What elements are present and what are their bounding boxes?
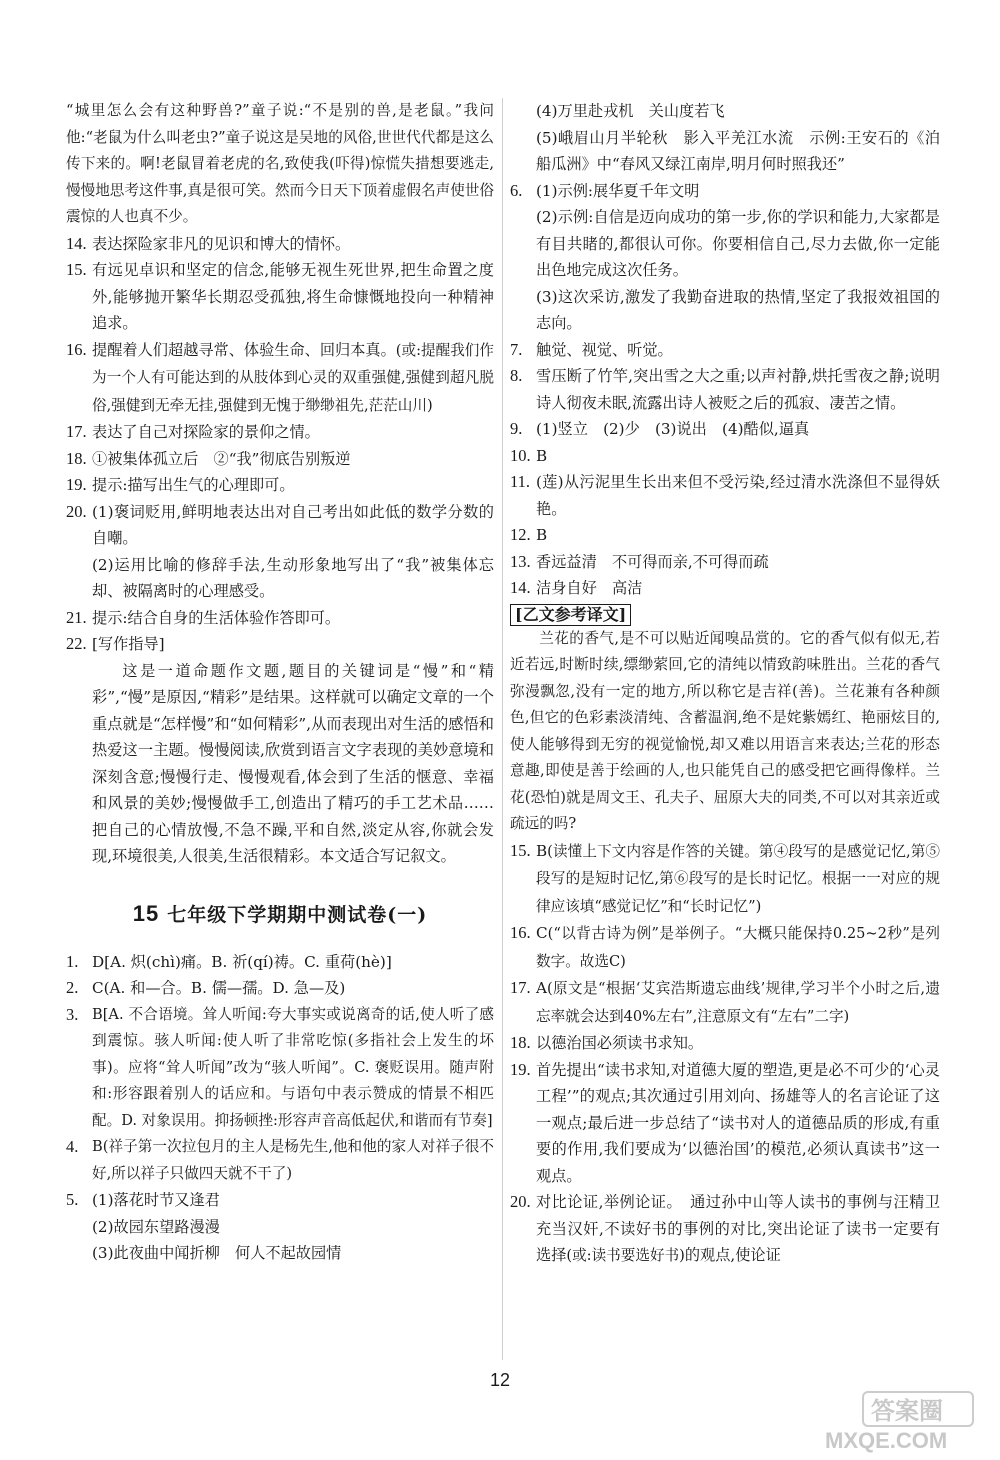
answer-s20: 20. 对比论证,举例论证。 通过孙中山等人读书的事例与汪精卫充当汉奸,不读好书的事例的对比,突出论证了读书一定要有选择(或:读书要选好书)的观点,使论证 [510,1192,941,1264]
answer-s3: 3. B[A. 不合语境。耸人听闻:夸大事实或说离奇的话,使人听了感到震惊。骇人听闻:使人听了非常吃惊(多指社会上发生的坏事)。应将“耸人听闻”改为“骇人听闻”。C. 褒贬误用。随声附和:形容跟着别人的话应和。与语句中表示赞成的情景不相匹配。D. 对象误用。抑扬顿挫:形容声音高低起伏,和谐而有节奏] [66,1004,494,1129]
answer-14: 14. 表达探险家非凡的见识和博大的情怀。 [66,233,351,253]
answer-s16: 16. C(“以背古诗为例”是举例子。“大概只能保持0.25~2秒”是列数字。故选C) [510,923,940,970]
yiwen-translation: 兰花的香气,是不可以贴近闻嗅品赏的。它的香气似有似无,若近若远,时断时续,缥缈萦回,它的清纯以情致韵味胜出。兰花的香气弥漫飘忽,没有一定的地方,所以称它是吉祥(善)。兰花兼有各种颜色,但它的色彩素淡清纯、含蓄温润,绝不是姹紫嫣红、艳丽炫目的,使人能够得到无穷的视觉愉悦,却又难以用语言来表达;兰花的形态意趣,即使是善于绘画的人,也只能凭自己的感受把它画得像样。兰花(恐怕)就是周文王、孔夫子、屈原大夫的同类,不可以对其亲近或疏远的吗? [510,629,940,832]
watermark-logo [765,1388,980,1454]
answer-s12: 12. B [510,525,548,544]
answer-s13: 13. 香远益清 不可得而亲,不可得而疏 [510,551,769,571]
yiwen-label: [乙文参考译文] [510,604,631,626]
answer-s5-part5: (5)峨眉山月半轮秋 影入平羌江水流 示例:王安石的《泊船瓜洲》中“春风又绿江南岸,明月何时照我还” [536,128,940,173]
answer-s6: 6. (1)示例:展华夏千年文明 (2)示例:自信是迈向成功的第一步,你的学识和能力,大家都是有目共睹的,都很认可你。你要相信自己,尽力去做,你一定能出色地完成这次任务。 (3)这次采访,激发了我勤奋进取的热情,坚定了我报效祖国的志向。 [510,180,940,332]
answer-17: 17. 表达了自己对探险家的景仰之情。 [66,422,320,441]
left-column [66,98,494,1267]
writing-guide-text: 这是一道命题作文题,题目的关键词是“慢”和“精彩”,“慢”是原因,“精彩”是结果。这样就可以确定文章的一个重点就是“怎样慢”和“如何精彩”,从而表现出对生活的感悟和热爱这一主题。慢慢阅读,欣赏到语言文字表现的美妙意境和深刻含意;慢慢行走、慢慢观看,体会到了生活的惬意、幸福和风景的美妙;慢慢做手工,创造出了精巧的手工艺术品……把自己的心情放慢,不急不躁,平和自然,淡定从容,你就会发现,环境很美,人很美,生活很精彩。本文适合写记叙文。 [92,661,494,865]
answer-s7: 7. 触觉、视觉、听觉。 [510,339,673,359]
answer-18: 18. ①被集体孤立后 ②“我”彻底告别叛逆 [66,448,351,468]
answer-19: 19. 提示:描写出生气的心理即可。 [66,475,295,494]
answer-s15: 15. B(读懂上下文内容是作答的关键。第④段写的是感觉记忆,第⑤段写的是短时记忆,第⑥段写的是长时记忆。根据一一对应的规律应该填“感觉记忆”和“长时记忆”) [510,840,940,915]
answer-s19: 19. 首先提出“读书求知,对道德大厦的塑造,更是必不可少的‘心灵工程’”的观点;其次通过引用刘向、扬雄等人的名言论证了这一观点;最后进一步总结了“读书对人的道德品质的形成,有重要的作用,我们要成为‘以德治国’的模范,必须认真读书”这一观点。 [510,1059,940,1185]
answer-s11: 11. (莲)从污泥里生长出来但不受污染,经过清水洗涤但不显得妖艳。 [510,472,940,518]
watermark-text-cn: 答案圈 [871,1398,943,1425]
answer-s10: 10. B [510,445,548,465]
answer-s9: 9. (1)竖立 (2)少 (3)说出 (4)酷似,逼真 [510,419,810,438]
page-number: 12 [489,1370,511,1390]
column-divider [502,98,503,1360]
answer-s8: 8. 雪压断了竹竿,突出雪之大之重;以声衬静,烘托雪夜之静;说明诗人彻夜未眠,流露出诗人被贬之后的孤寂、凄苦之情。 [510,366,940,412]
answer-s5-part4: (4)万里赴戎机 关山度若飞 [536,102,725,120]
section-title: 15 七年级下学期期中测试卷(一) [132,900,428,926]
answer-s14: 14. 洁身自好 高洁 [510,578,643,597]
writing-guide-label: [写作指导] [92,635,165,653]
answer-s18: 18. 以德治国必须读书求知。 [510,1033,704,1052]
watermark-text-en: MXQE.COM [825,1428,948,1453]
answer-s4: 4. B(祥子第一次拉包月的主人是杨先生,他和他的家人对祥子很不好,所以祥子只做四天就不干了) [66,1137,494,1182]
answer-21: 21. 提示:结合自身的生活体验作答即可。 [66,607,341,627]
answer-s17: 17. A(原文是“根据‘艾宾浩斯遗忘曲线’规律,学习半个小时之后,遗忘率就会达到40%左右”,注意原文有“左右”二字) [510,978,940,1025]
answer-22: 22. [写作指导] 这是一道命题作文题,题目的关键词是“慢”和“精彩”,“慢”是原因,“精彩”是结果。这样就可以确定文章的一个重点就是“怎样慢”和“如何精彩”,从而表现出对生活的感悟和热爱这一主题。慢慢阅读,欣赏到语言文字表现的美妙意境和深刻含意;慢慢行走、慢慢观看,体会到了生活的惬意、幸福和风景的美妙;慢慢做手工,创造出了精巧的手工艺术品……把自己的心情放慢,不急不躁,平和自然,淡定从容,你就会发现,环境很美,人很美,生活很精彩。本文适合写记叙文。 [66,631,494,870]
answer-16: 16. 提醒着人们超越寻常、体验生命、回归本真。(或:提醒我们作为一个人有可能达到的从肢体到心灵的双重强健,强健到超凡脱俗,强健到无牵无挂,强健到无愧于缈缈祖先,茫茫山川) [66,339,494,414]
answer-20: 20. (1)褒词贬用,鲜明地表达出对自己考出如此低的数学分数的自嘲。 (2)运用比喻的修辞手法,生动形象地写出了“我”被集体忘却、被隔离时的心理感受。 [66,501,494,600]
right-column [510,98,940,1270]
translation-continuation: “城里怎么会有这种野兽?”童子说:“不是别的兽,是老鼠。”我问他:“老鼠为什么叫老虫?”童子说这是吴地的风俗,世世代代都是这么传下来的。啊!老鼠冒着老虎的名,致使我(吓得)惊慌失措想要逃走,慢慢地思考这件事,真是很可笑。然而今日天下顶着虚假名声使世俗震惊的人也真不少。 [66,102,494,225]
answer-15: 15. 有远见卓识和坚定的信念,能够无视生死世界,把生命置之度外,能够抛开繁华长期忍受孤独,将生命慷慨地投向一种精神追求。 [66,260,494,332]
answer-s2: 2. C(A. 和—合。B. 儒—孺。D. 急—及) [66,978,346,997]
answer-s5: 5. (1)落花时节又逢君 (2)故园东望路漫漫 (3)此夜曲中闻折柳 何人不起故园情 [66,1190,342,1262]
answer-s1: 1. D[A. 炽(chì)痛。B. 祈(qí)祷。C. 重荷(hè)] [66,951,392,971]
